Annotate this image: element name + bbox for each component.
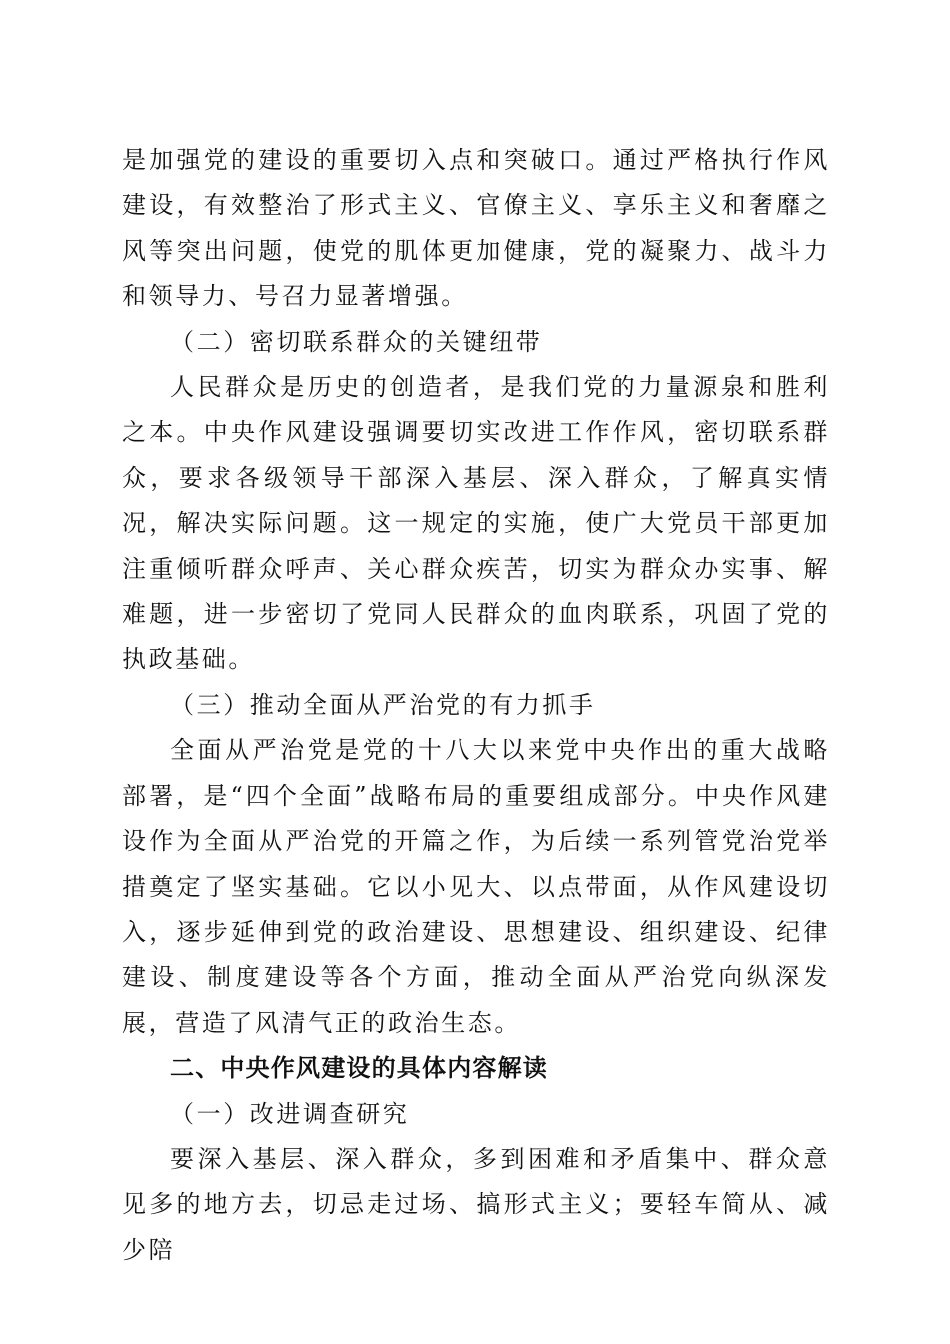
chapter-heading: 二、中央作风建设的具体内容解读 bbox=[170, 1054, 548, 1083]
paragraph: 全面从严治党是党的十八大以来党中央作出的重大战略部署，是“四个全面”战略布局的重要组成部分。中央作风建设作为全面从严治党的开篇之作，为后续一系列管党治党举措奠定了坚实基础。它以小见大、以点带面，从作风建设切入，逐步延伸到党的政治建设、思想建设、组织建设、纪律建设、制度建设等各个方面，推动全面从严治党向纵深发展，营造了风清气正的政治生态。 bbox=[122, 736, 830, 1037]
paragraph: 人民群众是历史的创造者，是我们党的力量源泉和胜利之本。中央作风建设强调要切实改进工作作风，密切联系群众，要求各级领导干部深入基层、深入群众，了解真实情况，解决实际问题。这一规定的实施，使广大党员干部更加注重倾听群众呼声、关心群众疾苦，切实为群众办实事、解难题，进一步密切了党同人民群众的血肉联系，巩固了党的执政基础。 bbox=[122, 373, 830, 674]
paragraph: 要深入基层、深入群众，多到困难和矛盾集中、群众意见多的地方去，切忌走过场、搞形式主义；要轻车简从、减少陪 bbox=[122, 1144, 830, 1264]
section-subheading: （二）密切联系群众的关键纽带 bbox=[170, 327, 543, 356]
document-body bbox=[122, 138, 830, 1273]
paragraph-continued: 是加强党的建设的重要切入点和突破口。通过严格执行作风建设，有效整治了形式主义、官僚主义、享乐主义和奢靡之风等突出问题，使党的肌体更加健康，党的凝聚力、战斗力和领导力、号召力显著增强。 bbox=[122, 146, 830, 311]
section-subheading: （一）改进调查研究 bbox=[170, 1099, 410, 1128]
section-subheading: （三）推动全面从严治党的有力抓手 bbox=[170, 690, 596, 719]
